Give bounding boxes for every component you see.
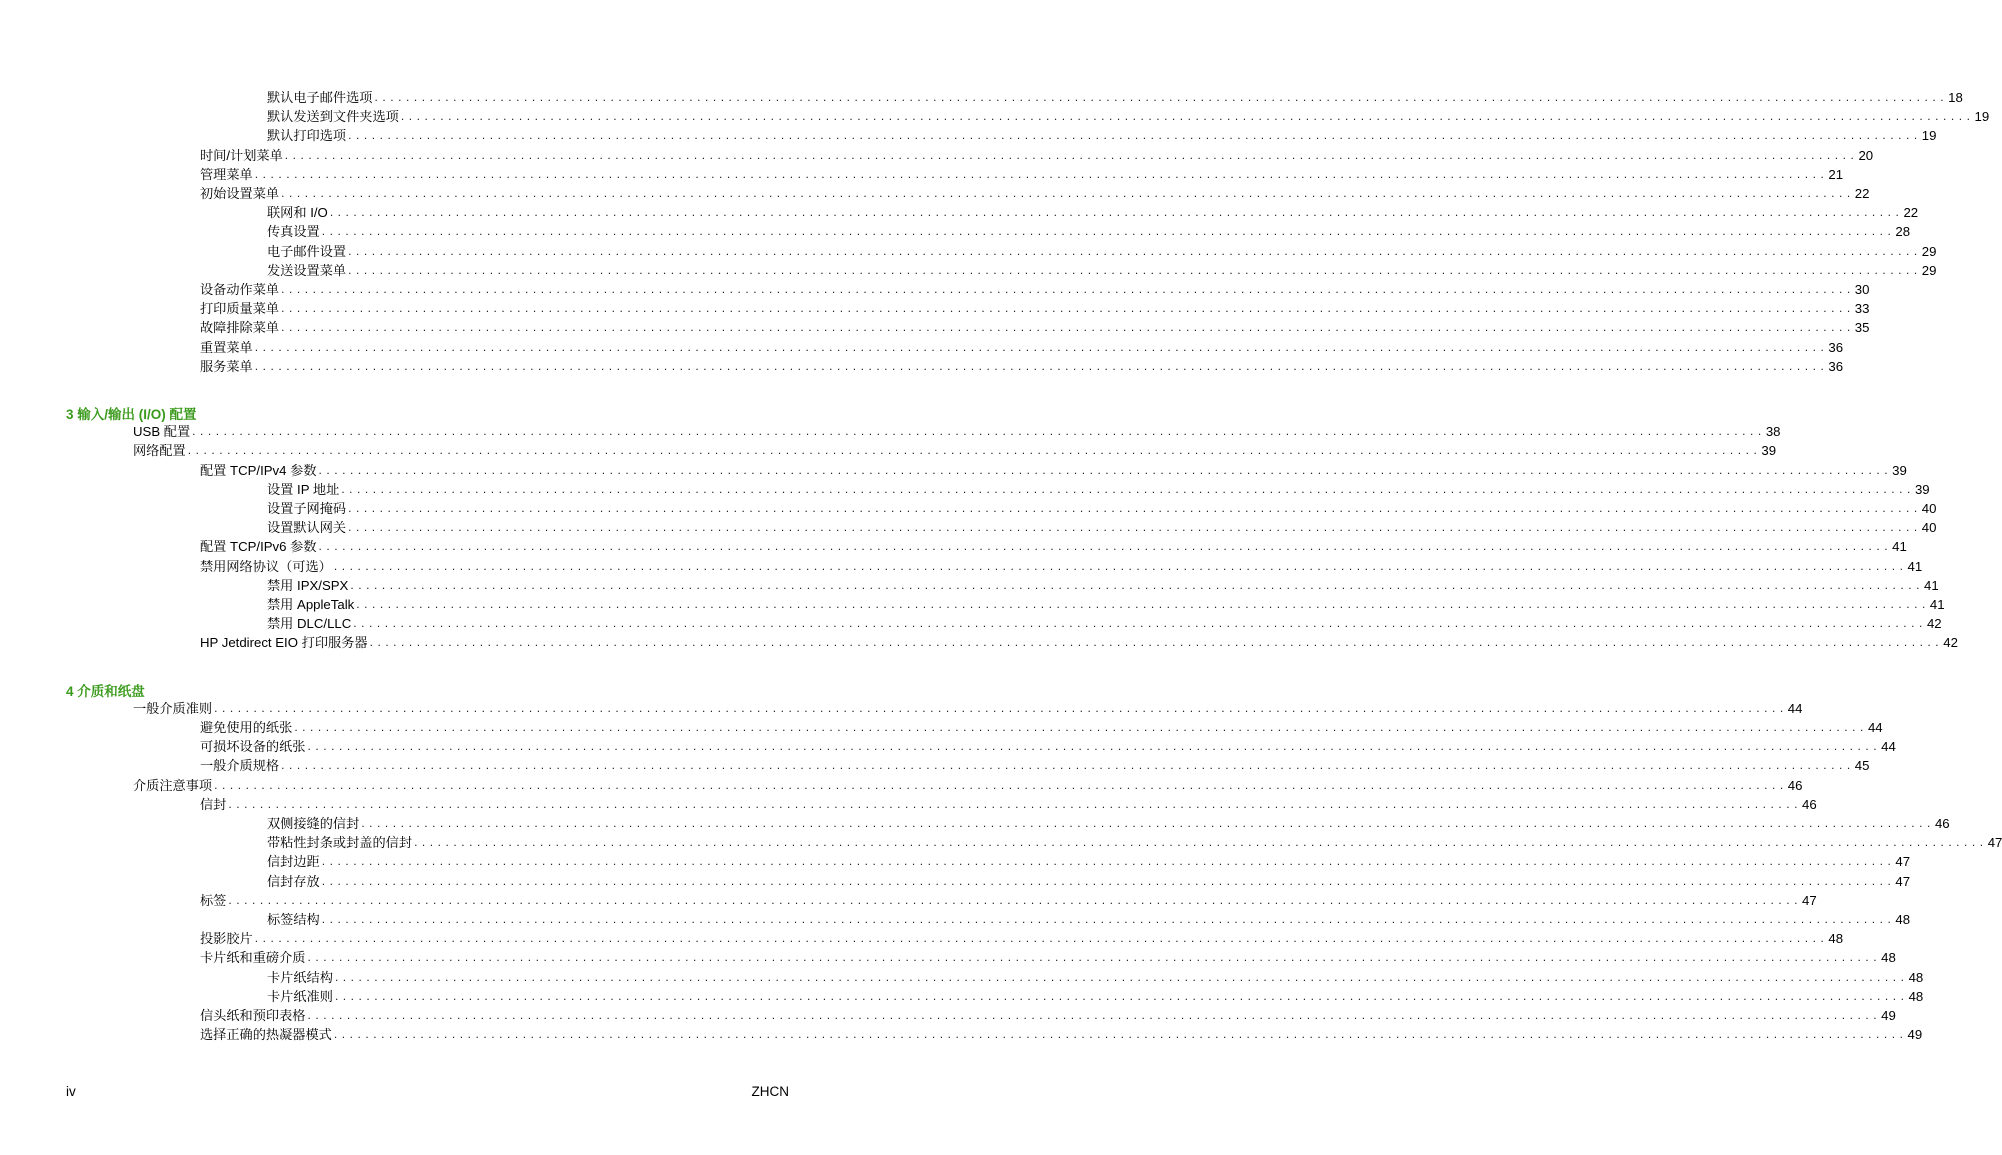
toc-entry-title: 管理菜单 xyxy=(200,166,253,182)
toc-entry-page: 18 xyxy=(1948,90,1963,105)
toc-entry[interactable] xyxy=(200,460,1907,479)
toc-entry-page: 29 xyxy=(1921,243,1937,259)
toc-entry-page: 48 xyxy=(1828,931,1844,947)
toc-entry-title: 禁用 DLC/LLC xyxy=(267,616,352,632)
toc-entry-page: 33 xyxy=(1854,301,1870,317)
toc-entry[interactable] xyxy=(200,164,1844,183)
toc-entry[interactable] xyxy=(133,421,1781,440)
toc-entry[interactable] xyxy=(267,851,1911,870)
dot-leader: . . . . . . . . . . . . . . . . . . . . . . . . . . . . . . . . . . . . . . . . . . . . . . . . . . . . . . . . . . . . . . . . . . . . . . . . . . . . . . . . . . . . . . . . . . . . . . . . . . . . . . . . . . . . . . . . . . . . . . . . . . . . . . . . . . . . . . . . . . . . . . . . . . . . . . . . . . . . . . . . . . . . . . . . . . . . . . . . . . . . . . . . . . . . . . . . . . . . . . . . xyxy=(361,816,1931,830)
dot-leader: . . . . . . . . . . . . . . . . . . . . . . . . . . . . . . . . . . . . . . . . . . . . . . . . . . . . . . . . . . . . . . . . . . . . . . . . . . . . . . . . . . . . . . . . . . . . . . . . . . . . . . . . . . . . . . . . . . . . . . . . . . . . . . . . . . . . . . . . . . . . . . . . . . . . . . . . . . . . . . . . . . . . . . . . . . . . . . . . . . . . . . . . . . . . . . . . . . . . . . . . xyxy=(341,481,1911,496)
toc-entry-title: 默认发送到文件夹选项 xyxy=(267,109,399,125)
dot-leader: . . . . . . . . . . . . . . . . . . . . . . . . . . . . . . . . . . . . . . . . . . . . . . . . . . . . . . . . . . . . . . . . . . . . . . . . . . . . . . . . . . . . . . . . . . . . . . . . . . . . . . . . . . . . . . . . . . . . . . . . . . . . . . . . . . . . . . . . . . . . . . . . . . . . . . . . . . . . . . . . . . . . . . . . . . . . . . . . . . . . . . . . . . . . . . . . . . . . . . . . xyxy=(307,950,1878,965)
toc-entry-page: 47 xyxy=(1895,873,1911,889)
dot-leader: . . . . . . . . . . . . . . . . . . . . . . . . . . . . . . . . . . . . . . . . . . . . . . . . . . . . . . . . . . . . . . . . . . . . . . . . . . . . . . . . . . . . . . . . . . . . . . . . . . . . . . . . . . . . . . . . . . . . . . . . . . . . . . . . . . . . . . . . . . . . . . . . . . . . . . . . . . . . . . . . . . . . . . . . . . . . . . . . . . . . . . . . . . . . . . . . . . . . . . . . xyxy=(353,616,1923,631)
dot-leader: . . . . . . . . . . . . . . . . . . . . . . . . . . . . . . . . . . . . . . . . . . . . . . . . . . . . . . . . . . . . . . . . . . . . . . . . . . . . . . . . . . . . . . . . . . . . . . . . . . . . . . . . . . . . . . . . . . . . . . . . . . . . . . . . . . . . . . . . . . . . . . . . . . . . . . . . . . . . . . . . . . . . . . . . . . . . . . . . . . . . . . . . . . . . . . . . . . . . . . . . xyxy=(333,558,1904,573)
toc-entry[interactable] xyxy=(200,279,1870,298)
toc-entry[interactable] xyxy=(200,536,1907,555)
toc-entry[interactable] xyxy=(267,517,1937,536)
toc-entry-title: 信头纸和预印表格 xyxy=(200,1008,306,1023)
dot-leader: . . . . . . . . . . . . . . . . . . . . . . . . . . . . . . . . . . . . . . . . . . . . . . . . . . . . . . . . . . . . . . . . . . . . . . . . . . . . . . . . . . . . . . . . . . . . . . . . . . . . . . . . . . . . . . . . . . . . . . . . . . . . . . . . . . . . . . . . . . . . . . . . . . . . . . . . . . . . . . . . . . . . . . . . . . . . . . . . . . . . . . . . . . . . . . . . . . . . . . . . xyxy=(192,424,1762,439)
toc-entry-page: 19 xyxy=(1974,109,1990,125)
toc-entry-page: 41 xyxy=(1924,577,1939,593)
toc-entry-page: 19 xyxy=(1921,128,1937,144)
toc-entry-page: 44 xyxy=(1867,720,1883,735)
toc-entry-title: 重置菜单 xyxy=(200,339,253,355)
toc-entry-title: 信封 xyxy=(200,796,227,812)
dot-leader: . . . . . . . . . . . . . . . . . . . . . . . . . . . . . . . . . . . . . . . . . . . . . . . . . . . . . . . . . . . . . . . . . . . . . . . . . . . . . . . . . . . . . . . . . . . . . . . . . . . . . . . . . . . . . . . . . . . . . . . . . . . . . . . . . . . . . . . . . . . . . . . . . . . . . . . . . . . . . . . . . . . . . . . . . . . . . . . . . . . . . . . . . . . . . . . . . . . . . . . . xyxy=(414,835,1984,850)
dot-leader: . . . . . . . . . . . . . . . . . . . . . . . . . . . . . . . . . . . . . . . . . . . . . . . . . . . . . . . . . . . . . . . . . . . . . . . . . . . . . . . . . . . . . . . . . . . . . . . . . . . . . . . . . . . . . . . . . . . . . . . . . . . . . . . . . . . . . . . . . . . . . . . . . . . . . . . . . . . . . . . . . . . . . . . . . . . . . . . . . . . . . . . . . . . . . . . . . . . . . . . . xyxy=(254,166,1825,181)
toc-entry-page: 47 xyxy=(1895,854,1911,870)
toc-entry-page: 48 xyxy=(1908,969,1924,985)
toc-entry-page: 48 xyxy=(1908,988,1924,1004)
dot-leader: . . . . . . . . . . . . . . . . . . . . . . . . . . . . . . . . . . . . . . . . . . . . . . . . . . . . . . . . . . . . . . . . . . . . . . . . . . . . . . . . . . . . . . . . . . . . . . . . . . . . . . . . . . . . . . . . . . . . . . . . . . . . . . . . . . . . . . . . . . . . . . . . . . . . . . . . . . . . . . . . . . . . . . . . . . . . . . . . . . . . . . . . . . . . . . . . . . . . . . . . xyxy=(294,720,1864,734)
toc-entry-title: 卡片纸结构 xyxy=(267,969,333,985)
dot-leader: . . . . . . . . . . . . . . . . . . . . . . . . . . . . . . . . . . . . . . . . . . . . . . . . . . . . . . . . . . . . . . . . . . . . . . . . . . . . . . . . . . . . . . . . . . . . . . . . . . . . . . . . . . . . . . . . . . . . . . . . . . . . . . . . . . . . . . . . . . . . . . . . . . . . . . . . . . . . . . . . . . . . . . . . . . . . . . . . . . . . . . . . . . . . . . . . . . . . . . . . xyxy=(400,109,1971,124)
dot-leader: . . . . . . . . . . . . . . . . . . . . . . . . . . . . . . . . . . . . . . . . . . . . . . . . . . . . . . . . . . . . . . . . . . . . . . . . . . . . . . . . . . . . . . . . . . . . . . . . . . . . . . . . . . . . . . . . . . . . . . . . . . . . . . . . . . . . . . . . . . . . . . . . . . . . . . . . . . . . . . . . . . . . . . . . . . . . . . . . . . . . . . . . . . . . . . . . . . . . . . . . xyxy=(356,597,1926,611)
dot-leader: . . . . . . . . . . . . . . . . . . . . . . . . . . . . . . . . . . . . . . . . . . . . . . . . . . . . . . . . . . . . . . . . . . . . . . . . . . . . . . . . . . . . . . . . . . . . . . . . . . . . . . . . . . . . . . . . . . . . . . . . . . . . . . . . . . . . . . . . . . . . . . . . . . . . . . . . . . . . . . . . . . . . . . . . . . . . . . . . . . . . . . . . . . . . . . . . . . . . . . . . xyxy=(333,1027,1904,1042)
toc-entry-page: 39 xyxy=(1892,462,1907,478)
toc-entry-page: 28 xyxy=(1895,224,1911,240)
chapter-heading: 4 介质和纸盘 xyxy=(66,683,145,699)
toc-entry-title: 介质注意事项 xyxy=(133,777,213,793)
toc-entry[interactable] xyxy=(133,440,1777,459)
dot-leader: . . . . . . . . . . . . . . . . . . . . . . . . . . . . . . . . . . . . . . . . . . . . . . . . . . . . . . . . . . . . . . . . . . . . . . . . . . . . . . . . . . . . . . . . . . . . . . . . . . . . . . . . . . . . . . . . . . . . . . . . . . . . . . . . . . . . . . . . . . . . . . . . . . . . . . . . . . . . . . . . . . . . . . . . . . . . . . . . . . . . . . . . . . . . . . . . . . . . . . . . xyxy=(348,501,1918,515)
toc-entry-page: 40 xyxy=(1921,520,1937,536)
toc-entry-title: 禁用 AppleTalk xyxy=(267,597,355,612)
toc-entry-title: 可损坏设备的纸张 xyxy=(200,739,306,755)
toc-entry-page: 48 xyxy=(1895,912,1911,927)
dot-leader: . . . . . . . . . . . . . . . . . . . . . . . . . . . . . . . . . . . . . . . . . . . . . . . . . . . . . . . . . . . . . . . . . . . . . . . . . . . . . . . . . . . . . . . . . . . . . . . . . . . . . . . . . . . . . . . . . . . . . . . . . . . . . . . . . . . . . . . . . . . . . . . . . . . . . . . . . . . . . . . . . . . . . . . . . . . . . . . . . . . . . . . . . . . . . . . . . . . . . . . . xyxy=(281,320,1851,335)
toc-entry[interactable] xyxy=(267,967,1924,986)
toc-entry-title: 卡片纸准则 xyxy=(267,988,333,1004)
dot-leader: . . . . . . . . . . . . . . . . . . . . . . . . . . . . . . . . . . . . . . . . . . . . . . . . . . . . . . . . . . . . . . . . . . . . . . . . . . . . . . . . . . . . . . . . . . . . . . . . . . . . . . . . . . . . . . . . . . . . . . . . . . . . . . . . . . . . . . . . . . . . . . . . . . . . . . . . . . . . . . . . . . . . . . . . . . . . . . . . . . . . . . . . . . . . . . . . . . . . . . . . xyxy=(321,912,1892,926)
toc-entry[interactable] xyxy=(267,479,1930,498)
footer-locale: ZHCN xyxy=(751,1084,789,1099)
toc-entry-title: 设置默认网关 xyxy=(267,520,347,536)
dot-leader: . . . . . . . . . . . . . . . . . . . . . . . . . . . . . . . . . . . . . . . . . . . . . . . . . . . . . . . . . . . . . . . . . . . . . . . . . . . . . . . . . . . . . . . . . . . . . . . . . . . . . . . . . . . . . . . . . . . . . . . . . . . . . . . . . . . . . . . . . . . . . . . . . . . . . . . . . . . . . . . . . . . . . . . . . . . . . . . . . . . . . . . . . . . . . . . . . . . . . . . . xyxy=(348,520,1918,535)
toc-entry[interactable] xyxy=(267,813,1950,832)
toc-entry-title: 打印质量菜单 xyxy=(200,301,280,317)
dot-leader: . . . . . . . . . . . . . . . . . . . . . . . . . . . . . . . . . . . . . . . . . . . . . . . . . . . . . . . . . . . . . . . . . . . . . . . . . . . . . . . . . . . . . . . . . . . . . . . . . . . . . . . . . . . . . . . . . . . . . . . . . . . . . . . . . . . . . . . . . . . . . . . . . . . . . . . . . . . . . . . . . . . . . . . . . . . . . . . . . . . . . . . . . . . . . . . . . . . . . . . . xyxy=(348,243,1918,258)
toc-entry-title: 网络配置 xyxy=(133,443,186,459)
dot-leader: . . . . . . . . . . . . . . . . . . . . . . . . . . . . . . . . . . . . . . . . . . . . . . . . . . . . . . . . . . . . . . . . . . . . . . . . . . . . . . . . . . . . . . . . . . . . . . . . . . . . . . . . . . . . . . . . . . . . . . . . . . . . . . . . . . . . . . . . . . . . . . . . . . . . . . . . . . . . . . . . . . . . . . . . . . . . . . . . . . . . . . . . . . . . . . . . . . . . . . . . xyxy=(284,147,1855,162)
toc-entry-page: 29 xyxy=(1921,262,1937,278)
toc-entry[interactable] xyxy=(200,947,1896,966)
toc-entry-title: 配置 TCP/IPv6 参数 xyxy=(200,539,317,555)
toc-entry-page: 42 xyxy=(1943,635,1958,651)
dot-leader: . . . . . . . . . . . . . . . . . . . . . . . . . . . . . . . . . . . . . . . . . . . . . . . . . . . . . . . . . . . . . . . . . . . . . . . . . . . . . . . . . . . . . . . . . . . . . . . . . . . . . . . . . . . . . . . . . . . . . . . . . . . . . . . . . . . . . . . . . . . . . . . . . . . . . . . . . . . . . . . . . . . . . . . . . . . . . . . . . . . . . . . . . . . . . . . . . . . . . . . . xyxy=(281,186,1851,200)
toc-entry[interactable] xyxy=(267,871,1911,890)
toc-entry-title: 发送设置菜单 xyxy=(267,262,347,278)
toc-entry[interactable] xyxy=(200,298,1870,317)
toc-entry[interactable] xyxy=(267,87,1963,106)
toc-entry-title: 双侧接缝的信封 xyxy=(267,816,360,831)
toc-entry-page: 22 xyxy=(1903,205,1919,221)
dot-leader: . . . . . . . . . . . . . . . . . . . . . . . . . . . . . . . . . . . . . . . . . . . . . . . . . . . . . . . . . . . . . . . . . . . . . . . . . . . . . . . . . . . . . . . . . . . . . . . . . . . . . . . . . . . . . . . . . . . . . . . . . . . . . . . . . . . . . . . . . . . . . . . . . . . . . . . . . . . . . . . . . . . . . . . . . . . . . . . . . . . . . . . . . . . . . . . . . . . . . . . . xyxy=(321,224,1892,239)
toc-entry[interactable] xyxy=(200,337,1844,356)
dot-leader: . . . . . . . . . . . . . . . . . . . . . . . . . . . . . . . . . . . . . . . . . . . . . . . . . . . . . . . . . . . . . . . . . . . . . . . . . . . . . . . . . . . . . . . . . . . . . . . . . . . . . . . . . . . . . . . . . . . . . . . . . . . . . . . . . . . . . . . . . . . . . . . . . . . . . . . . . . . . . . . . . . . . . . . . . . . . . . . . . . . . . . . . . . . . . . . . . . . . . . . . xyxy=(281,758,1851,773)
toc-entry-page: 41 xyxy=(1892,539,1907,555)
dot-leader: . . . . . . . . . . . . . . . . . . . . . . . . . . . . . . . . . . . . . . . . . . . . . . . . . . . . . . . . . . . . . . . . . . . . . . . . . . . . . . . . . . . . . . . . . . . . . . . . . . . . . . . . . . . . . . . . . . . . . . . . . . . . . . . . . . . . . . . . . . . . . . . . . . . . . . . . . . . . . . . . . . . . . . . . . . . . . . . . . . . . . . . . . . . . . . . . . . . . . . . . xyxy=(321,873,1892,888)
toc-entry[interactable] xyxy=(200,1005,1896,1024)
toc-entry-title: 默认电子邮件选项 xyxy=(267,90,373,105)
toc-entry-page: 39 xyxy=(1914,481,1930,497)
toc-entry-page: 46 xyxy=(1934,816,1950,831)
dot-leader: . . . . . . . . . . . . . . . . . . . . . . . . . . . . . . . . . . . . . . . . . . . . . . . . . . . . . . . . . . . . . . . . . . . . . . . . . . . . . . . . . . . . . . . . . . . . . . . . . . . . . . . . . . . . . . . . . . . . . . . . . . . . . . . . . . . . . . . . . . . . . . . . . . . . . . . . . . . . . . . . . . . . . . . . . . . . . . . . . . . . . . . . . . . . . . . . . . . . . . . . xyxy=(254,931,1825,946)
footer-page-number: iv xyxy=(66,1084,76,1099)
toc-entry-title: 信封存放 xyxy=(267,873,320,889)
toc-entry-page: 36 xyxy=(1828,339,1844,355)
toc-entry[interactable] xyxy=(200,145,1874,164)
dot-leader: . . . . . . . . . . . . . . . . . . . . . . . . . . . . . . . . . . . . . . . . . . . . . . . . . . . . . . . . . . . . . . . . . . . . . . . . . . . . . . . . . . . . . . . . . . . . . . . . . . . . . . . . . . . . . . . . . . . . . . . . . . . . . . . . . . . . . . . . . . . . . . . . . . . . . . . . . . . . . . . . . . . . . . . . . . . . . . . . . . . . . . . . . . . . . . . . . . . . . . . . xyxy=(334,988,1905,1003)
chapter-heading: 3 输入/输出 (I/O) 配置 xyxy=(66,407,197,422)
toc-entry[interactable] xyxy=(200,317,1870,336)
toc-entry-title: 电子邮件设置 xyxy=(267,243,347,259)
dot-leader: . . . . . . . . . . . . . . . . . . . . . . . . . . . . . . . . . . . . . . . . . . . . . . . . . . . . . . . . . . . . . . . . . . . . . . . . . . . . . . . . . . . . . . . . . . . . . . . . . . . . . . . . . . . . . . . . . . . . . . . . . . . . . . . . . . . . . . . . . . . . . . . . . . . . . . . . . . . . . . . . . . . . . . . . . . . . . . . . . . . . . . . . . . . . . . . . . . . . . . . . xyxy=(228,892,1799,907)
toc-entry-page: 38 xyxy=(1765,424,1781,440)
toc-entry-title: 配置 TCP/IPv4 参数 xyxy=(200,462,317,478)
toc-entry[interactable] xyxy=(267,260,1937,279)
toc-entry-page: 45 xyxy=(1854,758,1870,774)
toc-entry-page: 36 xyxy=(1828,358,1844,374)
dot-leader: . . . . . . . . . . . . . . . . . . . . . . . . . . . . . . . . . . . . . . . . . . . . . . . . . . . . . . . . . . . . . . . . . . . . . . . . . . . . . . . . . . . . . . . . . . . . . . . . . . . . . . . . . . . . . . . . . . . . . . . . . . . . . . . . . . . . . . . . . . . . . . . . . . . . . . . . . . . . . . . . . . . . . . . . . . . . . . . . . . . . . . . . . . . . . . . . . . . . . . . . xyxy=(318,462,1889,477)
toc-entry-title: 联网和 I/O xyxy=(267,205,328,221)
toc-entry[interactable] xyxy=(267,986,1924,1005)
dot-leader: . . . . . . . . . . . . . . . . . . . . . . . . . . . . . . . . . . . . . . . . . . . . . . . . . . . . . . . . . . . . . . . . . . . . . . . . . . . . . . . . . . . . . . . . . . . . . . . . . . . . . . . . . . . . . . . . . . . . . . . . . . . . . . . . . . . . . . . . . . . . . . . . . . . . . . . . . . . . . . . . . . . . . . . . . . . . . . . . . . . . . . . . . . . . . . . . . . . . . . . . xyxy=(318,539,1889,554)
toc-entry-title: 选择正确的热凝器模式 xyxy=(200,1027,332,1043)
toc-entry-page: 49 xyxy=(1881,1008,1896,1023)
dot-leader: . . . . . . . . . . . . . . . . . . . . . . . . . . . . . . . . . . . . . . . . . . . . . . . . . . . . . . . . . . . . . . . . . . . . . . . . . . . . . . . . . . . . . . . . . . . . . . . . . . . . . . . . . . . . . . . . . . . . . . . . . . . . . . . . . . . . . . . . . . . . . . . . . . . . . . . . . . . . . . . . . . . . . . . . . . . . . . . . . . . . . . . . . . . . . . . . . . . . . . . . xyxy=(321,854,1892,869)
toc-entry-title: 信封边距 xyxy=(267,854,320,870)
toc-entry[interactable] xyxy=(267,909,1911,928)
toc-entry[interactable] xyxy=(133,698,1803,717)
toc-entry-title: 设置子网掩码 xyxy=(267,501,347,516)
dot-leader: . . . . . . . . . . . . . . . . . . . . . . . . . . . . . . . . . . . . . . . . . . . . . . . . . . . . . . . . . . . . . . . . . . . . . . . . . . . . . . . . . . . . . . . . . . . . . . . . . . . . . . . . . . . . . . . . . . . . . . . . . . . . . . . . . . . . . . . . . . . . . . . . . . . . . . . . . . . . . . . . . . . . . . . . . . . . . . . . . . . . . . . . . . . . . . . . . . . . . . . . xyxy=(329,205,1900,220)
toc-entry[interactable] xyxy=(200,632,1958,651)
toc-entry[interactable] xyxy=(267,202,1919,221)
toc-entry-title: 时间/计划菜单 xyxy=(200,147,283,163)
toc-entry-title: 标签结构 xyxy=(267,912,320,927)
toc-entry-page: 41 xyxy=(1929,597,1945,612)
toc-entry-title: 投影胶片 xyxy=(200,931,253,947)
toc-entry-page: 46 xyxy=(1802,796,1817,812)
dot-leader: . . . . . . . . . . . . . . . . . . . . . . . . . . . . . . . . . . . . . . . . . . . . . . . . . . . . . . . . . . . . . . . . . . . . . . . . . . . . . . . . . . . . . . . . . . . . . . . . . . . . . . . . . . . . . . . . . . . . . . . . . . . . . . . . . . . . . . . . . . . . . . . . . . . . . . . . . . . . . . . . . . . . . . . . . . . . . . . . . . . . . . . . . . . . . . . . . . . . . . . . xyxy=(348,262,1918,277)
toc-entry-title: 初始设置菜单 xyxy=(200,186,280,201)
toc-entry-page: 41 xyxy=(1907,558,1923,574)
toc-entry[interactable] xyxy=(200,1024,1923,1043)
toc-entry-title: 避免使用的纸张 xyxy=(200,720,293,735)
toc-entry[interactable] xyxy=(200,928,1844,947)
toc-entry-title: 传真设置 xyxy=(267,224,320,240)
dot-leader: . . . . . . . . . . . . . . . . . . . . . . . . . . . . . . . . . . . . . . . . . . . . . . . . . . . . . . . . . . . . . . . . . . . . . . . . . . . . . . . . . . . . . . . . . . . . . . . . . . . . . . . . . . . . . . . . . . . . . . . . . . . . . . . . . . . . . . . . . . . . . . . . . . . . . . . . . . . . . . . . . . . . . . . . . . . . . . . . . . . . . . . . . . . . . . . . . . . . . . . . xyxy=(307,739,1878,754)
toc-entry[interactable] xyxy=(267,241,1937,260)
toc-entry[interactable] xyxy=(200,736,1896,755)
toc-entry-title: 标签 xyxy=(200,892,227,908)
toc-entry-page: 44 xyxy=(1881,739,1896,755)
toc-entry-page: 49 xyxy=(1907,1027,1923,1043)
toc-entry-title: 带粘性封条或封盖的信封 xyxy=(267,835,413,851)
dot-leader: . . . . . . . . . . . . . . . . . . . . . . . . . . . . . . . . . . . . . . . . . . . . . . . . . . . . . . . . . . . . . . . . . . . . . . . . . . . . . . . . . . . . . . . . . . . . . . . . . . . . . . . . . . . . . . . . . . . . . . . . . . . . . . . . . . . . . . . . . . . . . . . . . . . . . . . . . . . . . . . . . . . . . . . . . . . . . . . . . . . . . . . . . . . . . . . . . . . . . . . . xyxy=(254,339,1825,354)
dot-leader: . . . . . . . . . . . . . . . . . . . . . . . . . . . . . . . . . . . . . . . . . . . . . . . . . . . . . . . . . . . . . . . . . . . . . . . . . . . . . . . . . . . . . . . . . . . . . . . . . . . . . . . . . . . . . . . . . . . . . . . . . . . . . . . . . . . . . . . . . . . . . . . . . . . . . . . . . . . . . . . . . . . . . . . . . . . . . . . . . . . . . . . . . . . . . . . . . . . . . . . . xyxy=(348,128,1918,143)
dot-leader: . . . . . . . . . . . . . . . . . . . . . . . . . . . . . . . . . . . . . . . . . . . . . . . . . . . . . . . . . . . . . . . . . . . . . . . . . . . . . . . . . . . . . . . . . . . . . . . . . . . . . . . . . . . . . . . . . . . . . . . . . . . . . . . . . . . . . . . . . . . . . . . . . . . . . . . . . . . . . . . . . . . . . . . . . . . . . . . . . . . . . . . . . . . . . . . . . . . . . . . . xyxy=(281,301,1851,316)
toc-entry-page: 48 xyxy=(1881,950,1896,966)
dot-leader: . . . . . . . . . . . . . . . . . . . . . . . . . . . . . . . . . . . . . . . . . . . . . . . . . . . . . . . . . . . . . . . . . . . . . . . . . . . . . . . . . . . . . . . . . . . . . . . . . . . . . . . . . . . . . . . . . . . . . . . . . . . . . . . . . . . . . . . . . . . . . . . . . . . . . . . . . . . . . . . . . . . . . . . . . . . . . . . . . . . . . . . . . . . . . . . . . . . . . . . . xyxy=(228,796,1799,811)
toc-entry[interactable] xyxy=(267,594,1945,613)
dot-leader: . . . . . . . . . . . . . . . . . . . . . . . . . . . . . . . . . . . . . . . . . . . . . . . . . . . . . . . . . . . . . . . . . . . . . . . . . . . . . . . . . . . . . . . . . . . . . . . . . . . . . . . . . . . . . . . . . . . . . . . . . . . . . . . . . . . . . . . . . . . . . . . . . . . . . . . . . . . . . . . . . . . . . . . . . . . . . . . . . . . . . . . . . . . . . . . . . . . . . . . . xyxy=(214,777,1784,792)
toc-entry[interactable] xyxy=(267,125,1937,144)
toc-entry-title: 故障排除菜单 xyxy=(200,320,280,336)
toc-entry-title: HP Jetdirect EIO 打印服务器 xyxy=(200,635,368,651)
toc-entry[interactable] xyxy=(267,106,1990,125)
toc-entry[interactable] xyxy=(200,183,1870,202)
toc-entry-page: 47 xyxy=(1802,892,1817,908)
dot-leader: . . . . . . . . . . . . . . . . . . . . . . . . . . . . . . . . . . . . . . . . . . . . . . . . . . . . . . . . . . . . . . . . . . . . . . . . . . . . . . . . . . . . . . . . . . . . . . . . . . . . . . . . . . . . . . . . . . . . . . . . . . . . . . . . . . . . . . . . . . . . . . . . . . . . . . . . . . . . . . . . . . . . . . . . . . . . . . . . . . . . . . . . . . . . . . . . . . . . . . . . xyxy=(350,577,1921,592)
toc-entry-page: 22 xyxy=(1854,186,1870,201)
toc-entry-page: 20 xyxy=(1858,147,1874,163)
toc-entry-page: 47 xyxy=(1987,835,2002,851)
dot-leader: . . . . . . . . . . . . . . . . . . . . . . . . . . . . . . . . . . . . . . . . . . . . . . . . . . . . . . . . . . . . . . . . . . . . . . . . . . . . . . . . . . . . . . . . . . . . . . . . . . . . . . . . . . . . . . . . . . . . . . . . . . . . . . . . . . . . . . . . . . . . . . . . . . . . . . . . . . . . . . . . . . . . . . . . . . . . . . . . . . . . . . . . . . . . . . . . . . . . . . . . xyxy=(369,635,1940,650)
toc-entry[interactable] xyxy=(267,575,1939,594)
toc-entry-title: 设备动作菜单 xyxy=(200,282,280,297)
toc-entry[interactable] xyxy=(200,890,1817,909)
toc-entry-title: 默认打印选项 xyxy=(267,128,347,144)
toc-entry[interactable] xyxy=(200,556,1923,575)
toc-entry[interactable] xyxy=(267,613,1942,632)
toc-entry-title: 设置 IP 地址 xyxy=(267,481,340,497)
toc-entry-title: 禁用网络协议（可选） xyxy=(200,558,332,574)
toc-entry-title: USB 配置 xyxy=(133,424,191,440)
toc-entry[interactable] xyxy=(200,755,1870,774)
dot-leader: . . . . . . . . . . . . . . . . . . . . . . . . . . . . . . . . . . . . . . . . . . . . . . . . . . . . . . . . . . . . . . . . . . . . . . . . . . . . . . . . . . . . . . . . . . . . . . . . . . . . . . . . . . . . . . . . . . . . . . . . . . . . . . . . . . . . . . . . . . . . . . . . . . . . . . . . . . . . . . . . . . . . . . . . . . . . . . . . . . . . . . . . . . . . . . . . . . . . . . . . xyxy=(187,443,1758,458)
dot-leader: . . . . . . . . . . . . . . . . . . . . . . . . . . . . . . . . . . . . . . . . . . . . . . . . . . . . . . . . . . . . . . . . . . . . . . . . . . . . . . . . . . . . . . . . . . . . . . . . . . . . . . . . . . . . . . . . . . . . . . . . . . . . . . . . . . . . . . . . . . . . . . . . . . . . . . . . . . . . . . . . . . . . . . . . . . . . . . . . . . . . . . . . . . . . . . . . . . . . . . . . xyxy=(334,969,1905,984)
toc-entry-page: 39 xyxy=(1761,443,1777,459)
dot-leader: . . . . . . . . . . . . . . . . . . . . . . . . . . . . . . . . . . . . . . . . . . . . . . . . . . . . . . . . . . . . . . . . . . . . . . . . . . . . . . . . . . . . . . . . . . . . . . . . . . . . . . . . . . . . . . . . . . . . . . . . . . . . . . . . . . . . . . . . . . . . . . . . . . . . . . . . . . . . . . . . . . . . . . . . . . . . . . . . . . . . . . . . . . . . . . . . . . . . . . . . xyxy=(281,282,1851,296)
toc-entry-page: 30 xyxy=(1854,282,1870,297)
dot-leader: . . . . . . . . . . . . . . . . . . . . . . . . . . . . . . . . . . . . . . . . . . . . . . . . . . . . . . . . . . . . . . . . . . . . . . . . . . . . . . . . . . . . . . . . . . . . . . . . . . . . . . . . . . . . . . . . . . . . . . . . . . . . . . . . . . . . . . . . . . . . . . . . . . . . . . . . . . . . . . . . . . . . . . . . . . . . . . . . . . . . . . . . . . . . . . . . . . . . . . . . xyxy=(254,358,1825,373)
toc-entry-page: 44 xyxy=(1787,700,1803,716)
toc-entry[interactable] xyxy=(200,794,1817,813)
toc-entry-page: 35 xyxy=(1854,320,1870,336)
dot-leader: . . . . . . . . . . . . . . . . . . . . . . . . . . . . . . . . . . . . . . . . . . . . . . . . . . . . . . . . . . . . . . . . . . . . . . . . . . . . . . . . . . . . . . . . . . . . . . . . . . . . . . . . . . . . . . . . . . . . . . . . . . . . . . . . . . . . . . . . . . . . . . . . . . . . . . . . . . . . . . . . . . . . . . . . . . . . . . . . . . . . . . . . . . . . . . . . . . . . . . . . xyxy=(214,700,1784,715)
toc-entry-title: 卡片纸和重磅介质 xyxy=(200,950,306,966)
toc-entry[interactable] xyxy=(200,356,1844,375)
toc-entry[interactable] xyxy=(267,498,1937,517)
toc-entry-page: 40 xyxy=(1921,501,1937,516)
toc-entry-page: 42 xyxy=(1926,616,1942,632)
toc-entry[interactable] xyxy=(267,832,2002,851)
toc-entry[interactable] xyxy=(200,717,1883,736)
toc-entry-title: 一般介质规格 xyxy=(200,758,280,774)
toc-entry-title: 禁用 IPX/SPX xyxy=(267,577,349,593)
toc-entry-page: 46 xyxy=(1787,777,1803,793)
toc-entry-title: 服务菜单 xyxy=(200,358,253,374)
toc-entry-title: 一般介质准则 xyxy=(133,700,213,716)
toc-entry-page: 21 xyxy=(1828,166,1844,182)
dot-leader: . . . . . . . . . . . . . . . . . . . . . . . . . . . . . . . . . . . . . . . . . . . . . . . . . . . . . . . . . . . . . . . . . . . . . . . . . . . . . . . . . . . . . . . . . . . . . . . . . . . . . . . . . . . . . . . . . . . . . . . . . . . . . . . . . . . . . . . . . . . . . . . . . . . . . . . . . . . . . . . . . . . . . . . . . . . . . . . . . . . . . . . . . . . . . . . . . . . . . . . . xyxy=(307,1008,1878,1022)
toc-entry[interactable] xyxy=(267,221,1911,240)
toc-entry[interactable] xyxy=(133,775,1803,794)
dot-leader: . . . . . . . . . . . . . . . . . . . . . . . . . . . . . . . . . . . . . . . . . . . . . . . . . . . . . . . . . . . . . . . . . . . . . . . . . . . . . . . . . . . . . . . . . . . . . . . . . . . . . . . . . . . . . . . . . . . . . . . . . . . . . . . . . . . . . . . . . . . . . . . . . . . . . . . . . . . . . . . . . . . . . . . . . . . . . . . . . . . . . . . . . . . . . . . . . . . . . . . . xyxy=(374,90,1945,104)
